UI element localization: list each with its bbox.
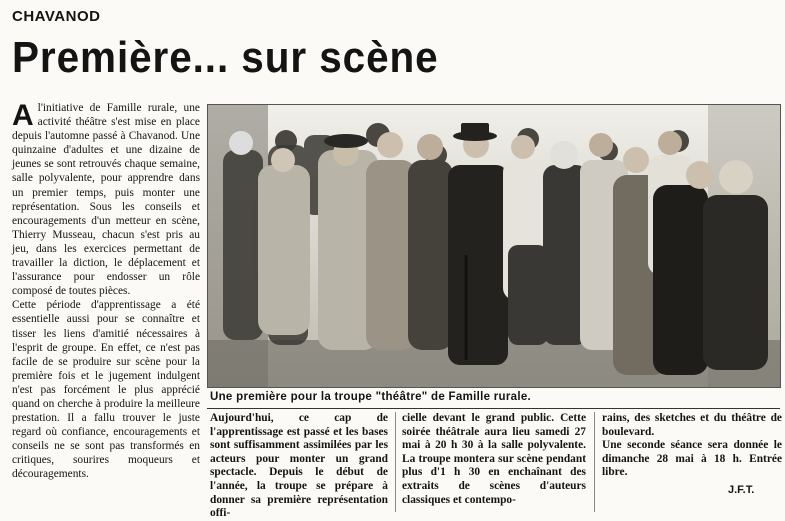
photo-caption: Une première pour la troupe "théâtre" de Famille rurale. <box>210 391 532 403</box>
paragraph-apprenticeship: Cette période d'apprentissage a été essentielle aussi pour se connaître et tisser les liens d'amitié nécessaires à l'esprit de groupe. En effet, ce n'est pas facile de se produire sur scène pour la première fois et le jugement indulgent n'est pas forcément le plus apprécié quand on cherche à produire la meilleure prestation. Il a fallu trouver le juste regard où confiance, encouragements et conseils ne se sont pas transformés en critiques, sourires moqueurs et découragements. <box>12 299 200 481</box>
paragraph-today: Aujourd'hui, ce cap de l'apprentissage est passé et les bases sont suffisamment assimilées par les acteurs pour monter un grand spectacle. Depuis le début de l'année, la troupe se prépare à donner sa première représentation offi- <box>210 412 388 520</box>
article-column-4 <box>602 412 782 480</box>
paragraph-program: rains, des sketches et du théâtre de boulevard. <box>602 412 782 438</box>
photo-illustration <box>208 105 780 387</box>
paragraph-second-show: Une seconde séance sera donnée le dimanche 28 mai à 18 h. Entrée libre. <box>602 439 782 479</box>
bleed-through-headline <box>170 0 610 34</box>
kicker-location: CHAVANOD <box>12 8 101 25</box>
article-column-3 <box>402 412 586 507</box>
drop-cap: A <box>12 99 34 132</box>
article-column-2 <box>210 412 388 521</box>
paragraph-performance: cielle devant le grand public. Cette soirée théâtrale aura lieu samedi 27 mai à 20 h 30 à la salle polyvalente. La troupe montera sur scène pendant plus d'1 h 30 en enchaînant des extraits de scènes d'auteurs classiques et contempo- <box>402 412 586 506</box>
article-column-1 <box>12 101 200 482</box>
column-divider <box>395 412 396 512</box>
column-divider <box>594 412 595 512</box>
caption-divider <box>207 408 780 409</box>
group-photo <box>207 104 781 388</box>
article-headline: Première... sur scène <box>12 33 439 82</box>
paragraph-intro: l'initiative de Famille rurale, une activité théâtre s'est mise en place depuis l'automne passé à Chavanod. Une quinzaine d'adultes et une dizaine de jeunes se sont retrouvés chaque semaine, salle polyvalente, pour apprendre dans un premier temps, puis monter une représentation. Sous les conseils et encouragements d'un metteur en scène, Thierry Musseau, chacun s'est pris au jeu, dans les exercices permettant de travailler la diction, le déplacement et l'assurance pour endosser un rôle composé de toutes pièces. <box>12 102 200 298</box>
author-signature: J.F.T. <box>728 484 755 496</box>
